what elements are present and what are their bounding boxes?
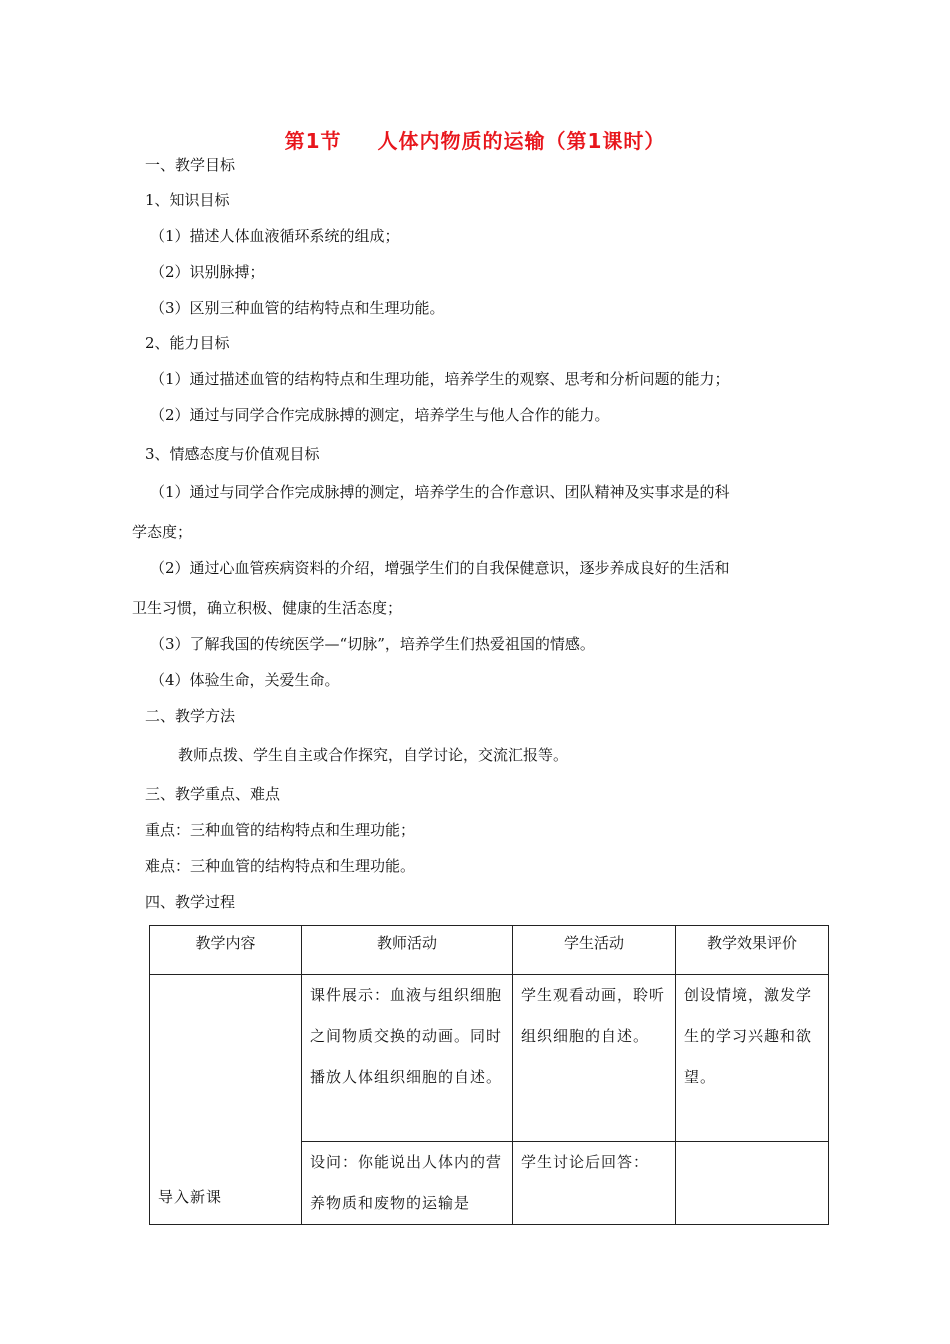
subheading-attitude-goals: 3、情感态度与价值观目标 xyxy=(145,445,320,463)
title-section: 第1节 xyxy=(284,129,342,153)
teaching-process-table xyxy=(149,925,829,1225)
ability-goal-2: （2）通过与同学合作完成脉搏的测定，培养学生与他人合作的能力。 xyxy=(150,406,610,424)
header-teacher-activity: 教师活动 xyxy=(302,926,513,975)
table-header-row xyxy=(150,926,829,975)
title-topic: 人体内物质的运输（第1课时） xyxy=(377,129,666,153)
header-student-activity: 学生活动 xyxy=(513,926,676,975)
student-activity-text: 学生讨论后回答： xyxy=(521,1153,650,1171)
student-activity-text: 学生观看动画，聆听组织细胞的自述。 xyxy=(521,986,666,1045)
table-row xyxy=(150,975,829,1142)
teacher-activity-text: 设问：你能说出人体内的营养物质和废物的运输是 xyxy=(310,1153,503,1212)
teacher-activity-cell xyxy=(302,1142,513,1225)
stage-cell xyxy=(150,975,302,1225)
effect-evaluation-cell xyxy=(676,1142,829,1225)
knowledge-goal-3: （3）区别三种血管的结构特点和生理功能。 xyxy=(150,299,445,317)
heading-teaching-goals: 一、教学目标 xyxy=(145,156,236,174)
knowledge-goal-1: （1）描述人体血液循环系统的组成； xyxy=(150,227,400,245)
document-title xyxy=(0,125,950,154)
knowledge-goal-2: （2）识别脉搏； xyxy=(150,263,265,281)
student-activity-cell xyxy=(513,975,676,1142)
difficult-point: 难点：三种血管的结构特点和生理功能。 xyxy=(145,857,416,875)
student-activity-cell xyxy=(513,1142,676,1225)
teaching-methods-text: 教师点拨、学生自主或合作探究，自学讨论，交流汇报等。 xyxy=(178,746,569,764)
subheading-ability-goals: 2、能力目标 xyxy=(145,334,230,352)
attitude-goal-1: （1）通过与同学合作完成脉搏的测定，培养学生的合作意识、团队精神及实事求是的科 xyxy=(150,483,730,501)
teacher-activity-cell xyxy=(302,975,513,1142)
header-teaching-content: 教学内容 xyxy=(150,926,302,975)
effect-evaluation-text: 创设情境，激发学生的学习兴趣和欲望。 xyxy=(684,986,813,1086)
teacher-activity-text: 课件展示：血液与组织细胞之间物质交换的动画。同时播放人体组织细胞的自述。 xyxy=(310,986,503,1086)
heading-key-points: 三、教学重点、难点 xyxy=(145,785,281,803)
attitude-goal-3: （3）了解我国的传统医学—“切脉”，培养学生们热爱祖国的情感。 xyxy=(150,635,595,653)
header-effect-evaluation: 教学效果评价 xyxy=(676,926,829,975)
heading-teaching-methods: 二、教学方法 xyxy=(145,707,236,725)
attitude-goal-2-cont: 卫生习惯，确立积极、健康的生活态度； xyxy=(132,599,403,617)
attitude-goal-1-cont: 学态度； xyxy=(132,523,193,541)
attitude-goal-2: （2）通过心血管疾病资料的介绍，增强学生们的自我保健意识，逐步养成良好的生活和 xyxy=(150,559,730,577)
attitude-goal-4: （4）体验生命，关爱生命。 xyxy=(150,671,340,689)
stage-label: 导入新课 xyxy=(158,1188,223,1206)
ability-goal-1: （1）通过描述血管的结构特点和生理功能，培养学生的观察、思考和分析问题的能力； xyxy=(150,370,730,388)
heading-teaching-process: 四、教学过程 xyxy=(145,893,236,911)
effect-evaluation-cell xyxy=(676,975,829,1142)
subheading-knowledge-goals: 1、知识目标 xyxy=(145,191,230,209)
key-point: 重点：三种血管的结构特点和生理功能； xyxy=(145,821,416,839)
